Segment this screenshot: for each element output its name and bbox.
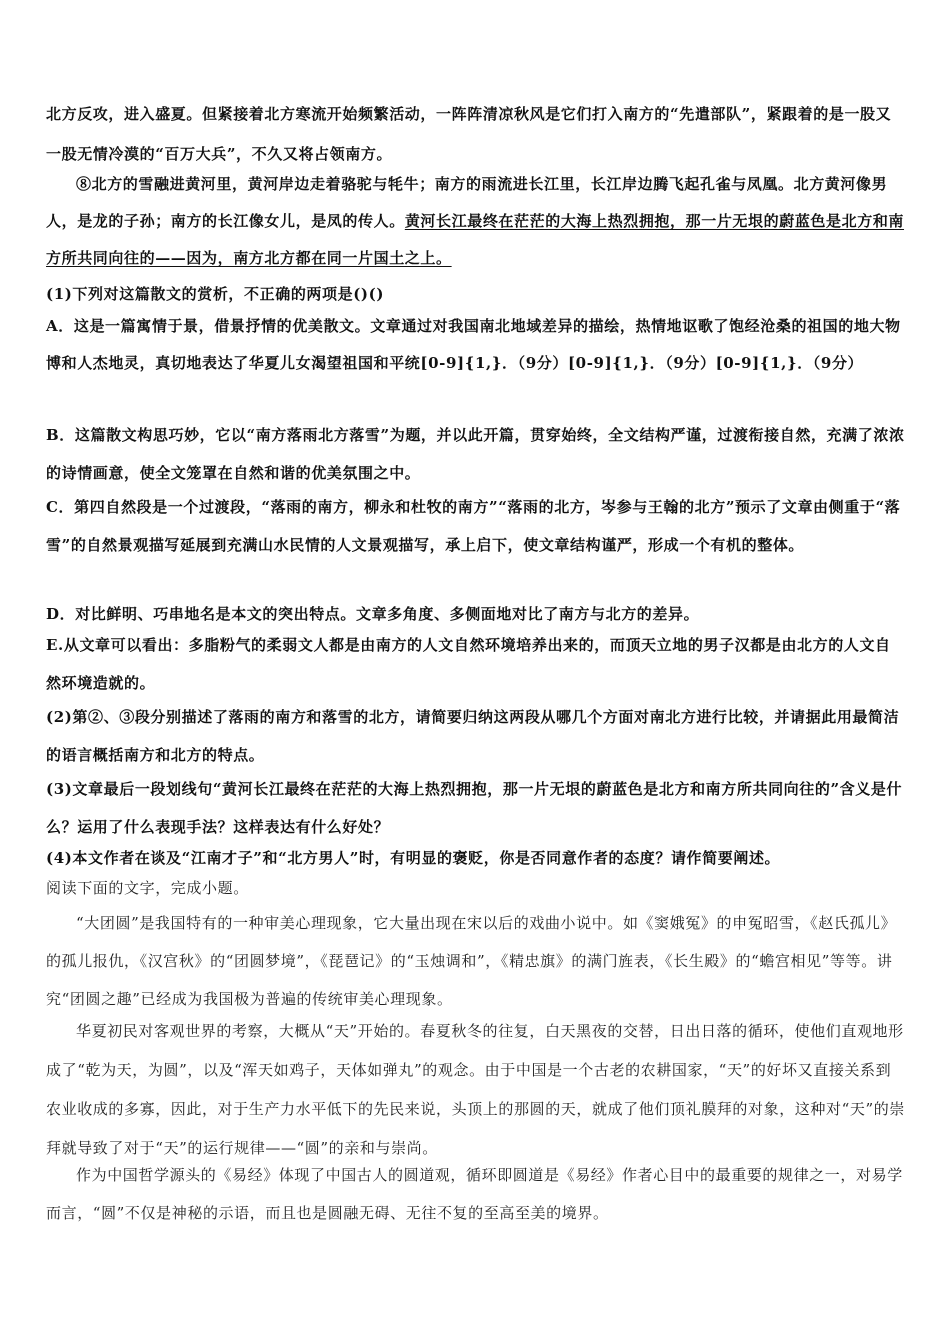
reading-paragraph-3: 作为中国哲学源头的《易经》体现了中国古人的圆道观，循环即圆道是《易经》作者心目中的最重要的规律之一，对易学而言，“圆”不仅是神秘的示语，而且也是圆融无碍、无往不复的至高至美的境界。 [46, 1166, 903, 1222]
question-2: (2)第②、③段分别描述了落雨的南方和落雪的北方，请简要归纳这两段从哪几个方面对南北方进行比较，并请据此用最简洁的语言概括南方和北方的特点。 [46, 708, 900, 764]
question-4: (4)本文作者在谈及“江南才子”和“北方男人”时，有明显的褒贬，你是否同意作者的态度？请作简要阐述。 [46, 849, 781, 867]
reading-paragraph-1: “大团圆”是我国特有的一种审美心理现象，它大量出现在宋以后的戏曲小说中。如《窦娥冤》的申冤昭雪，《赵氏孤儿》的孤儿报仇，《汉宫秋》的“团圆梦境”，《琵琶记》的“玉烛调和”，《精忠旗》的满门旌表，《长生殿》的“蟾宫相见”等等。讲究“团圆之趣”已经成为我国极为普遍的传统审美心理现象。 [46, 914, 897, 1008]
underlined-sentence: 黄河长江最终在茫茫的大海上热烈拥抱，那一片无垠的蔚蓝色是北方和南方所共同向往的——因为，南方北方都在同一片国土之上。 [46, 212, 905, 267]
option-b: B．这篇散文构思巧妙，它以“南方落雨北方落雪”为题，并以此开篇，贯穿始终，全文结构严谨，过渡衔接自然，充满了浓浓的诗情画意，使全文笼罩在自然和谐的优美氛围之中。 [46, 426, 905, 482]
option-a: A．这是一篇寓情于景，借景抒情的优美散文。文章通过对我国南北地域差异的描绘，热情地讴歌了饱经沧桑的祖国的地大物博和人杰地灵，真切地表达了华夏儿女渴望祖国和平统[0-9]{1,}．（9分）[0-9]{1,}．（9分）[0-9]{1,}．（9分） [46, 317, 901, 372]
question-1: (1)下列对这篇散文的赏析，不正确的两项是()() [46, 285, 385, 303]
reading-paragraph-2: 华夏初民对客观世界的考察，大概从“天”开始的。春夏秋冬的往复，白天黑夜的交替，日出日落的循环，使他们直观地形成了“乾为天，为圆”，以及“浑天如鸡子，天体如弹丸”的观念。由于中国是一个古老的农耕国家，“天”的好坏又直接关系到农业收成的多寡，因此，对于生产力水平低下的先民来说，头顶上的那圆的天，就成了他们顶礼膜拜的对象，这种对“天”的崇拜就导致了对于“天”的运行规律——“圆”的亲和与崇尚。 [46, 1022, 905, 1157]
paragraph-eight [46, 166, 906, 277]
question-3: (3)文章最后一段划线句“黄河长江最终在茫茫的大海上热烈拥抱，那一片无垠的蔚蓝色是北方和南方所共同向往的”含义是什么？运用了什么表现手法？这样表达有什么好处？ [46, 780, 903, 836]
paragraph-eight-lead: ⑧北方的雪融进黄河里，黄河岸边走着骆驼与牦牛；南方的雨流进长江里，长江岸边腾飞起孔雀与凤凰。北方黄河像男人，是龙的子孙；南方的长江像女儿，是凤的传人。 [46, 175, 888, 230]
option-c: C．第四自然段是一个过渡段，“落雨的南方，柳永和杜牧的南方”“落雨的北方，岑参与王翰的北方”预示了文章由侧重于“落雪”的自然景观描写延展到充满山水民情的人文景观描写，承上启下，使文章结构谨严，形成一个有机的整体。 [46, 498, 901, 554]
paragraph-north-counterattack: 北方反攻，进入盛夏。但紧接着北方寒流开始频繁活动，一阵阵清凉秋风是它们打入南方的“先遣部队”，紧跟着的是一股又一股无情冷漠的“百万大兵”，不久又将占领南方。 [46, 105, 892, 163]
option-e: E.从文章可以看出：多脂粉气的柔弱文人都是由南方的人文自然环境培养出来的，而顶天立地的男子汉都是由北方的人文自然环境造就的。 [46, 636, 891, 692]
option-d: D．对比鲜明、巧串地名是本文的突出特点。文章多角度、多侧面地对比了南方与北方的差异。 [46, 605, 700, 623]
reading-instruction: 阅读下面的文字，完成小题。 [46, 879, 249, 897]
